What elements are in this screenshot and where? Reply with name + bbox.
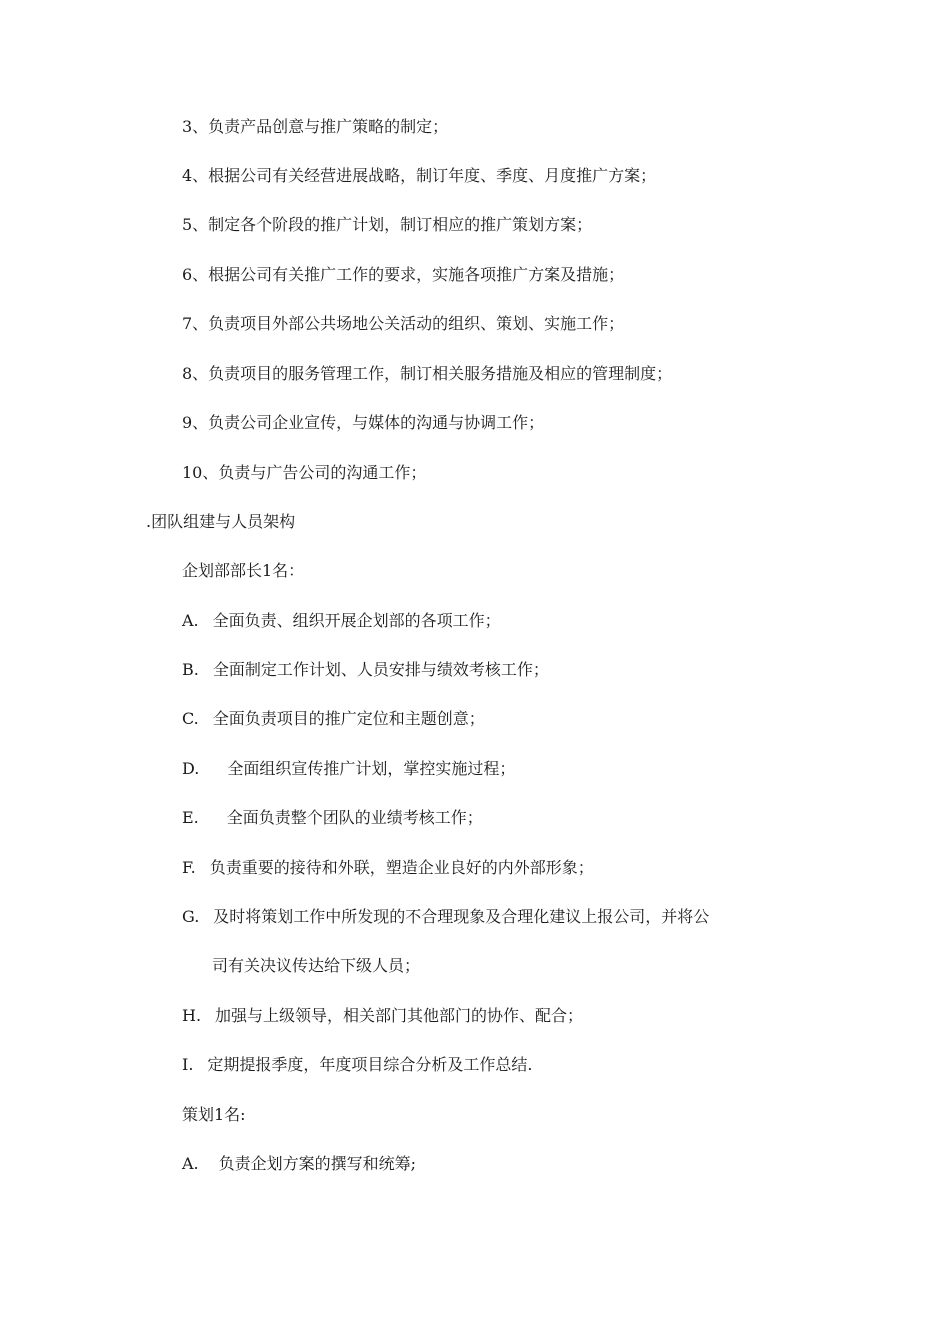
- director-item-c: [182, 709, 485, 729]
- item-marker: A.: [182, 1154, 199, 1173]
- item-text: 及时将策划工作中所发现的不合理现象及合理化建议上报公司，并将公: [213, 907, 710, 926]
- item-marker: E.: [182, 808, 199, 827]
- item-text: 全面组织宣传推广计划，掌控实施过程；: [227, 759, 516, 778]
- item-marker: A.: [182, 611, 199, 630]
- item-marker: I.: [182, 1055, 194, 1074]
- planner-title: 策划1名:: [182, 1105, 246, 1124]
- duty-item-7: 7、负责项目外部公共场地公关活动的组织、策划、实施工作；: [182, 314, 625, 333]
- duty-item-5: 5、制定各个阶段的推广计划，制订相应的推广策划方案；: [182, 215, 593, 234]
- director-item-h: [182, 1006, 583, 1026]
- director-item-i: [182, 1055, 533, 1075]
- item-marker: B.: [182, 660, 199, 679]
- duty-item-3: 3、负责产品创意与推广策略的制定；: [182, 117, 449, 136]
- section-heading: .团队组建与人员架构: [146, 512, 296, 531]
- planner-item-a: [182, 1154, 416, 1174]
- director-item-g-continuation: 司有关决议传达给下级人员；: [212, 956, 421, 975]
- item-marker: H.: [182, 1006, 202, 1025]
- item-text: 全面负责整个团队的业绩考核工作；: [226, 808, 483, 827]
- item-text: 负责企划方案的撰写和统筹;: [218, 1154, 417, 1173]
- director-item-a: [182, 611, 501, 631]
- item-text: 全面负责项目的推广定位和主题创意；: [212, 709, 485, 728]
- duty-item-4: 4、根据公司有关经营进展战略，制订年度、季度、月度推广方案；: [182, 166, 657, 185]
- item-text: 定期提报季度，年度项目综合分析及工作总结.: [207, 1055, 533, 1074]
- item-text: 加强与上级领导，相关部门其他部门的协作、配合；: [215, 1006, 584, 1025]
- director-item-g: [182, 907, 709, 927]
- director-title: 企划部部长1名：: [182, 561, 305, 580]
- item-marker: F.: [182, 858, 196, 877]
- duty-item-8: 8、负责项目的服务管理工作，制订相关服务措施及相应的管理制度；: [182, 364, 673, 383]
- director-item-f: [182, 858, 594, 878]
- item-marker: G.: [182, 907, 200, 926]
- item-text: 全面制定工作计划、人员安排与绩效考核工作；: [212, 660, 549, 679]
- director-item-e: [182, 808, 483, 828]
- item-marker: D.: [182, 759, 200, 778]
- item-marker: C.: [182, 709, 199, 728]
- duty-item-9: 9、负责公司企业宣传，与媒体的沟通与协调工作；: [182, 413, 545, 432]
- duty-item-10: 10、负责与广告公司的沟通工作；: [182, 463, 427, 482]
- director-item-b: [182, 660, 549, 680]
- item-text: 负责重要的接待和外联，塑造企业良好的内外部形象；: [209, 858, 594, 877]
- duty-item-6: 6、根据公司有关推广工作的要求，实施各项推广方案及措施；: [182, 265, 625, 284]
- item-text: 全面负责、组织开展企划部的各项工作；: [212, 611, 501, 630]
- director-item-d: [182, 759, 515, 779]
